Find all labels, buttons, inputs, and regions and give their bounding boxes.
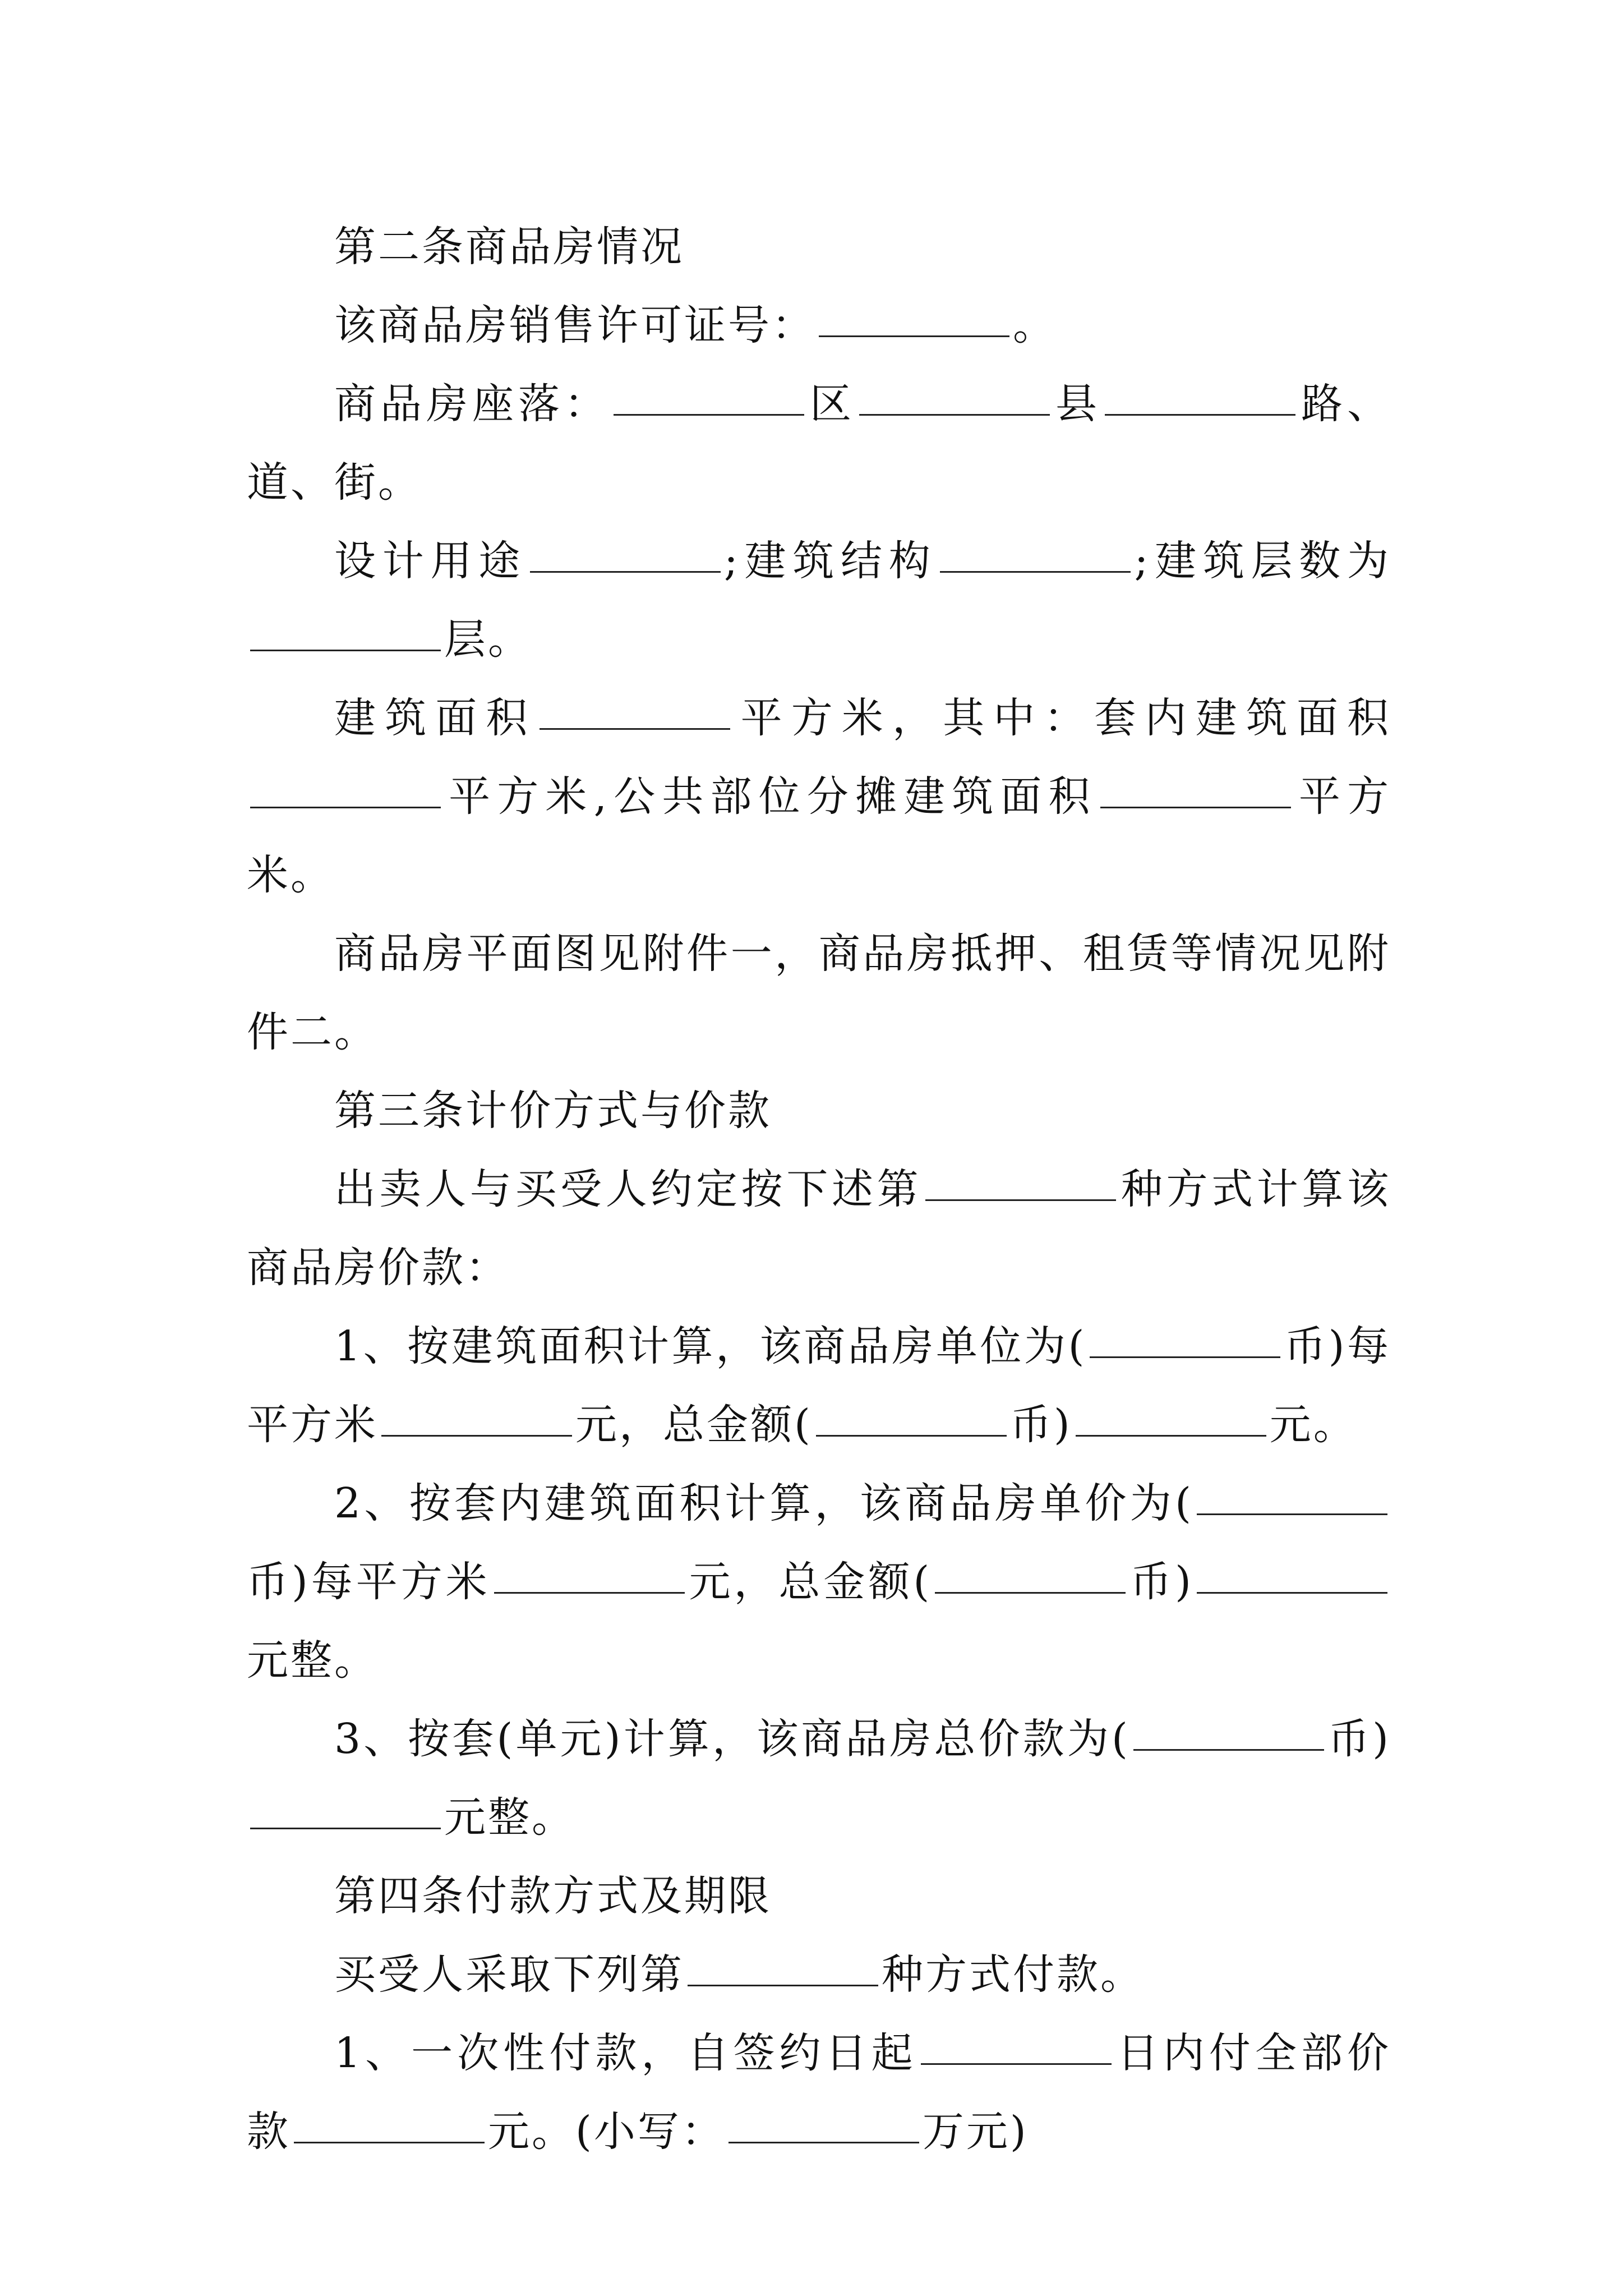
fill-in-blank — [1133, 1749, 1324, 1751]
paragraph — [247, 522, 1391, 679]
fill-in-blank — [1100, 806, 1291, 808]
fill-in-blank — [816, 1434, 1007, 1437]
paragraph-text: 该商品房销售许可证号： — [334, 301, 815, 349]
fill-in-blank — [530, 570, 721, 573]
paragraph-text: 。 — [1013, 301, 1057, 349]
fill-in-blank — [1105, 413, 1295, 416]
paragraph — [247, 2014, 1391, 2171]
paragraph — [247, 1464, 1391, 1700]
fill-in-blank — [540, 728, 730, 730]
paragraph-text: 第二条商品房情况 — [334, 223, 684, 271]
paragraph-text: 区 — [808, 380, 856, 428]
fill-in-blank — [1197, 1513, 1387, 1515]
paragraph-text: 平方米,公共部位分摊建筑面积 — [444, 772, 1097, 821]
paragraph-text: 日内付全部价款 — [247, 2029, 1391, 2156]
paragraph — [247, 1935, 1391, 2014]
fill-in-blank — [381, 1434, 572, 1437]
paragraph — [247, 679, 1391, 914]
paragraph-text: 商品房座落： — [334, 380, 610, 428]
paragraph-text: 县 — [1053, 380, 1101, 428]
paragraph-text: 1、一次性付款，自签约日起 — [334, 2029, 917, 2077]
paragraph — [247, 1150, 1391, 1307]
fill-in-blank — [688, 1984, 878, 1986]
paragraph-text: 元，总金额( — [688, 1558, 932, 1606]
paragraph — [247, 1307, 1391, 1464]
section-heading — [247, 1071, 1391, 1150]
paragraph-text: 种方式计算该商品房价款： — [247, 1165, 1391, 1292]
paragraph-text: 层。 — [444, 615, 532, 664]
paragraph-text: 出卖人与买受人约定按下述第 — [334, 1165, 923, 1213]
fill-in-blank — [1090, 1356, 1280, 1358]
fill-in-blank — [614, 413, 804, 416]
paragraph-text: 第四条付款方式及期限 — [334, 1872, 772, 1920]
paragraph-text: 元整。 — [444, 1793, 575, 1842]
fill-in-blank — [250, 1827, 441, 1829]
fill-in-blank — [294, 2141, 485, 2143]
paragraph-text: 第三条计价方式与价款 — [334, 1087, 772, 1135]
section-heading — [247, 1857, 1391, 1935]
paragraph-text: ;建筑结构 — [723, 537, 937, 585]
paragraph-text: 路、道、街。 — [247, 380, 1391, 507]
paragraph-text: 元。(小写： — [488, 2108, 725, 2156]
paragraph-text: 币) — [1009, 1401, 1072, 1449]
paragraph-text: 币) — [1129, 1558, 1193, 1606]
paragraph-text: 元。 — [1269, 1401, 1357, 1449]
fill-in-blank — [494, 1591, 685, 1594]
paragraph-text: 3、按套(单元)计算，该商品房总价款为( — [334, 1715, 1130, 1763]
fill-in-blank — [935, 1591, 1126, 1594]
paragraph-text: 平方米。 — [247, 772, 1391, 899]
fill-in-blank — [250, 649, 441, 651]
paragraph-text: 元整。 — [247, 1636, 378, 1685]
paragraph-text: 建筑面积 — [334, 694, 537, 742]
paragraph-text: 买受人采取下列第 — [334, 1950, 684, 1999]
paragraph-text: 元，总金额( — [575, 1401, 813, 1449]
fill-in-blank — [940, 570, 1131, 573]
paragraph-text: 设计用途 — [334, 537, 527, 585]
paragraph-text: 2、按套内建筑面积计算，该商品房单价为( — [334, 1479, 1193, 1527]
paragraph — [247, 914, 1391, 1071]
fill-in-blank — [925, 1199, 1116, 1201]
fill-in-blank — [819, 335, 1009, 337]
paragraph-text: 平方米，其中：套内建筑面积 — [734, 694, 1391, 742]
fill-in-blank — [1076, 1434, 1266, 1437]
fill-in-blank — [1197, 1591, 1387, 1594]
fill-in-blank — [859, 413, 1050, 416]
paragraph-text: 币) — [1327, 1715, 1391, 1763]
fill-in-blank — [250, 806, 441, 808]
paragraph-text: 商品房平面图见附件一，商品房抵押、租赁等情况见附件二。 — [247, 930, 1391, 1056]
fill-in-blank — [921, 2063, 1112, 2065]
paragraph-text: ;建筑层数为 — [1134, 537, 1391, 585]
document-body — [247, 208, 1391, 2171]
paragraph — [247, 1700, 1391, 1857]
paragraph-text: 币)每平方米 — [247, 1322, 1391, 1449]
paragraph — [247, 365, 1391, 522]
section-heading — [247, 208, 1391, 286]
paragraph-text: 币)每平方米 — [247, 1558, 491, 1606]
paragraph — [247, 286, 1391, 365]
paragraph-text: 种方式付款。 — [882, 1950, 1144, 1999]
paragraph-text: 万元) — [922, 2108, 1029, 2156]
paragraph-text: 1、按建筑面积计算，该商品房单位为( — [334, 1322, 1087, 1370]
fill-in-blank — [728, 2141, 919, 2143]
